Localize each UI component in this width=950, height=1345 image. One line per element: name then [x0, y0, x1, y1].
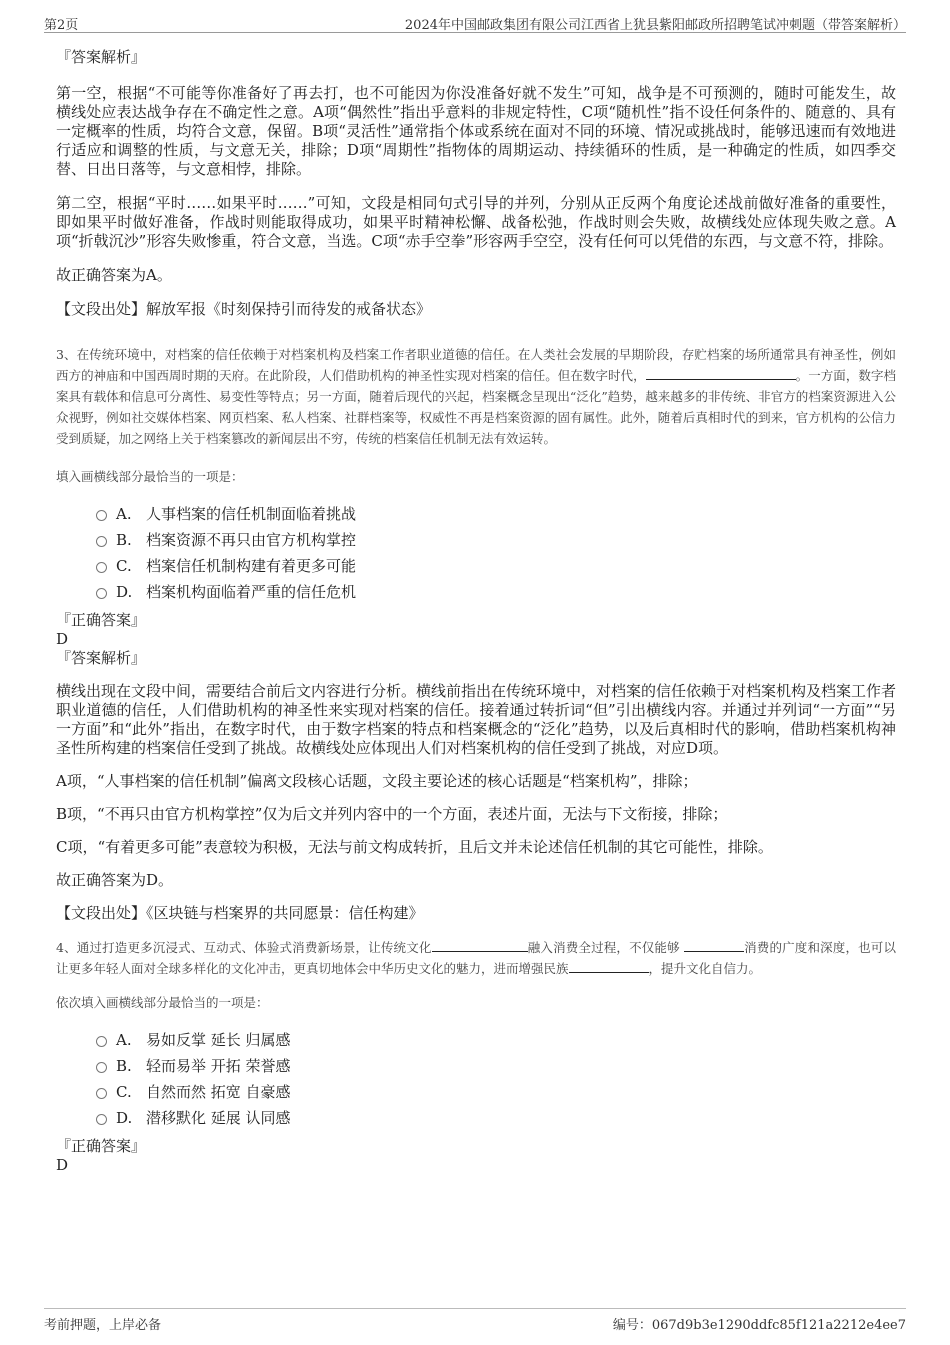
question-4-prompt: 依次填入画横线部分最恰当的一项是： — [56, 995, 269, 1010]
page-content — [56, 44, 896, 1175]
radio-icon[interactable] — [96, 1088, 107, 1099]
analysis-option-a: A项，“人事档案的信任机制”偏离文段核心话题，文段主要论述的核心话题是“档案机构”，排除； — [56, 772, 698, 790]
analysis-option-c: C项，“有着更多可能”表意较为积极，无法与前文构成转折，且后文并未论述信任机制的其它可能性，排除。 — [56, 838, 773, 856]
analysis-paragraph: 横线出现在文段中间，需要结合前后文内容进行分析。横线前指出在传统环境中，对档案的信任依赖于对档案机构及档案工作者职业道德的信任，人们借助机构的神圣性来实现对档案的信任。接着通过转折词“但”引出横线内容。并通过并列词“一方面”“另一方面”和“此外”指出，在数字时代，由于数字档案的特点和档案概念的“泛化”趋势，以及后真相时代的影响，借助档案机构神圣性所构建的档案信任受到了挑战。故横线处应体现出人们对档案机构的信任受到了挑战，对应D项。 — [56, 682, 897, 757]
option-b[interactable]: B. 档案资源不再只由官方机构掌控 — [96, 527, 896, 553]
answer-heading: 『正确答案』 — [56, 1137, 147, 1155]
radio-icon[interactable] — [96, 562, 107, 573]
option-d[interactable]: D. 档案机构面临着严重的信任危机 — [96, 579, 896, 605]
analysis-heading: 『答案解析』 — [56, 48, 147, 66]
source-citation: 【文段出处】解放军报《时刻保持引而待发的戒备状态》 — [56, 300, 432, 318]
radio-icon[interactable] — [96, 1114, 107, 1125]
answer-value: D — [56, 630, 69, 648]
option-c[interactable]: C. 档案信任机制构建有着更多可能 — [96, 553, 896, 579]
radio-icon[interactable] — [96, 588, 107, 599]
footer-slogan: 考前押题，上岸必备 — [44, 1318, 162, 1333]
question-3-stem: 3、在传统环境中，对档案的信任依赖于对档案机构及档案工作者职业道德的信任。在人类社会发展的早期阶段，存贮档案的场所通常具有神圣性，例如西方的神庙和中国西周时期的天府。在此阶段，人们借助机构的神圣性实现对档案的信任。但在数字时代， 。一方面，数字档案具有载体和信息可分离性、易变性等特点；另一方面，随着后现代的兴起，档案概念呈现出“泛化”趋势，越来越多的非传统、非官方的档案资源进入公众视野，例如社交媒体档案、网页档案、私人档案、社群档案等，权威性不再是档案资源的固有属性。此外，随着后真相时代的到来，官方机构的公信力受到质疑，加之网络上关于档案篡改的新闻层出不穷，传统的档案信任机制无法有效运转。 — [56, 347, 896, 446]
analysis-option-b: B项，“不再只由官方机构掌控”仅为后文并列内容中的一个方面，表述片面，无法与下文衔接，排除； — [56, 805, 728, 823]
question-3-options — [96, 501, 896, 605]
answer-value: D — [56, 1156, 69, 1174]
conclusion: 故正确答案为A。 — [56, 266, 172, 284]
conclusion: 故正确答案为D。 — [56, 871, 174, 889]
option-d[interactable]: D. 潜移默化 延展 认同感 — [96, 1105, 896, 1131]
radio-icon[interactable] — [96, 1036, 107, 1047]
document-title: 2024年中国邮政集团有限公司江西省上犹县紫阳邮政所招聘笔试冲刺题（带答案解析） — [404, 18, 906, 33]
analysis-heading: 『答案解析』 — [56, 649, 147, 667]
fill-blank — [432, 939, 528, 952]
option-b[interactable]: B. 轻而易举 开拓 荣誉感 — [96, 1053, 896, 1079]
analysis-paragraph-2: 第二空，根据“平时……如果平时……”可知，文段是相同句式引导的并列，分别从正反两个角度论述战前做好准备的重要性，即如果平时做好准备，作战时则能取得成功，如果平时精神松懈、战备松弛，作战时则会失败，故横线处应体现失败之意。A项“折戟沉沙”形容失败惨重，符合文意，当选。C项“赤手空拳”形容两手空空，没有任何可以凭借的东西，与文意不符，排除。 — [56, 194, 896, 250]
document-code: 编号：067d9b3e1290ddfc85f121a2212e4ee7 — [612, 1318, 906, 1333]
question-4-options — [96, 1027, 896, 1131]
radio-icon[interactable] — [96, 1062, 107, 1073]
source-citation: 【文段出处】《区块链与档案界的共同愿景：信任构建》 — [56, 904, 424, 922]
option-a[interactable]: A. 人事档案的信任机制面临着挑战 — [96, 501, 896, 527]
question-4-stem: 4、通过打造更多沉浸式、互动式、体验式消费新场景，让传统文化 融入消费全过程，不仅能够 消费的广度和深度，也可以让更多年轻人面对全球多样化的文化冲击，更真切地体会中华历史文化的魅力，进而增强民族 ，提升文化自信力。 — [56, 940, 896, 976]
fill-blank — [684, 939, 744, 952]
fill-blank — [569, 960, 649, 973]
fill-blank — [646, 367, 796, 380]
option-c[interactable]: C. 自然而然 拓宽 自豪感 — [96, 1079, 896, 1105]
question-3-prompt: 填入画横线部分最恰当的一项是： — [56, 469, 244, 484]
analysis-paragraph-1: 第一空，根据“不可能等你准备好了再去打，也不可能因为你没准备好就不发生”可知，战争是不可预测的，随时可能发生，故横线处应表达战争存在不确定性之意。A项“偶然性”指出乎意料的非规定特性，C项“随机性”指不设任何条件的、随意的、具有一定概率的性质，均符合文意，保留。B项“灵活性”通常指个体或系统在面对不同的环境、情况或挑战时，能够迅速而有效地进行适应和调整的性质，与文意无关，排除；D项“周期性”指物体的周期运动、持续循环的性质，是一种确定的性质，如四季交替、日出日落等，与文意相悖，排除。 — [56, 84, 896, 178]
page-footer — [44, 1308, 906, 1331]
radio-icon[interactable] — [96, 536, 107, 547]
page-header — [44, 10, 906, 33]
option-a[interactable]: A. 易如反掌 延长 归属感 — [96, 1027, 896, 1053]
answer-heading: 『正确答案』 — [56, 611, 147, 629]
radio-icon[interactable] — [96, 510, 107, 521]
page-number: 第2页 — [44, 18, 79, 33]
